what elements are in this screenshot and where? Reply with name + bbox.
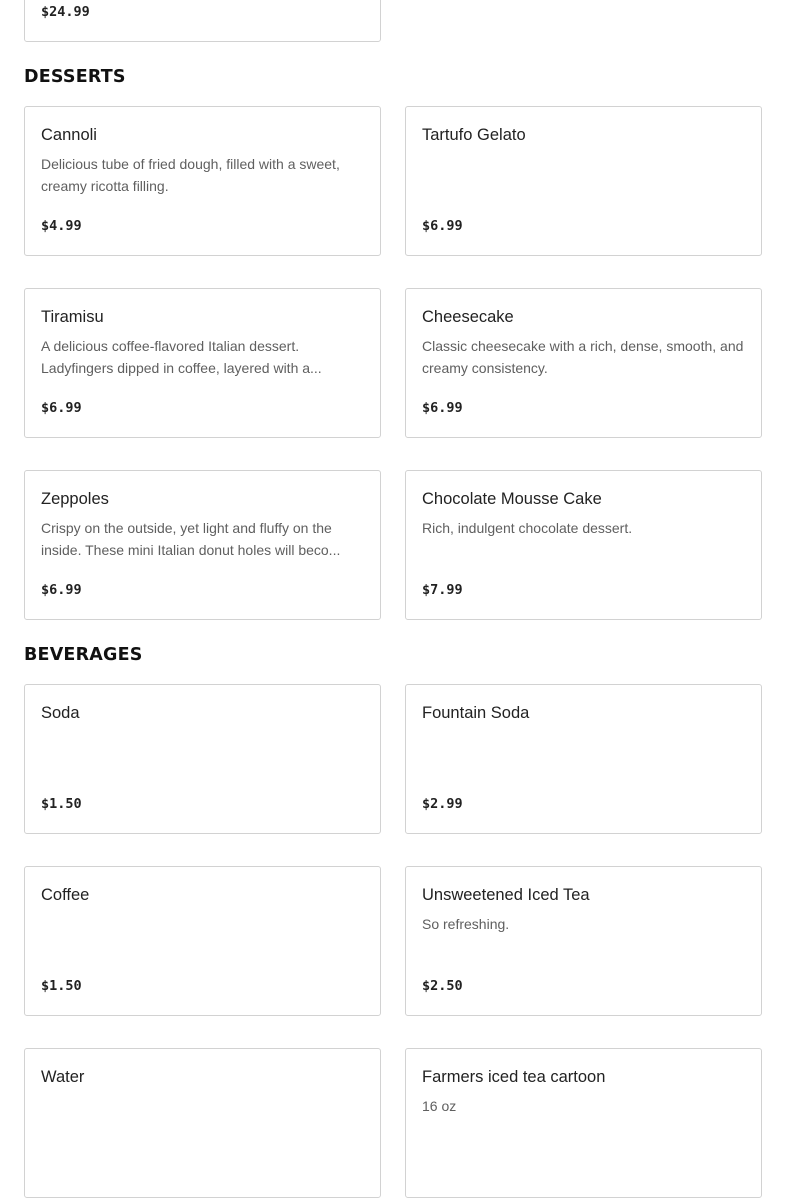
menu-item-name: Soda — [41, 704, 80, 722]
menu-item-price: $6.99 — [41, 400, 82, 416]
menu-item-description: Crispy on the outside, yet light and fluffy on the inside. These mini Italian donut holes will beco... — [41, 520, 341, 558]
menu-item-price: $1.50 — [41, 978, 82, 994]
menu-item-card-zeppoles[interactable] — [24, 470, 381, 620]
menu-item-card-coffee[interactable] — [24, 866, 381, 1016]
menu-item-name: Coffee — [41, 886, 90, 904]
section-heading-desserts: DESSERTS — [24, 67, 126, 87]
menu-item-price: $2.50 — [422, 978, 463, 994]
menu-item-description: A delicious coffee-flavored Italian dessert. Ladyfingers dipped in coffee, layered with a... — [41, 338, 322, 376]
menu-item-name: Zeppoles — [41, 490, 109, 508]
menu-item-name: Farmers iced tea cartoon — [422, 1068, 606, 1086]
menu-item-card-unsweetened-iced-tea[interactable] — [405, 866, 762, 1016]
menu-item-card-tartufo-gelato[interactable] — [405, 106, 762, 256]
menu-item-description: Classic cheesecake with a rich, dense, smooth, and creamy consistency. — [422, 338, 744, 376]
menu-item-name: Fountain Soda — [422, 704, 530, 722]
menu-item-card-water[interactable] — [24, 1048, 381, 1198]
menu-item-price: $6.99 — [422, 218, 463, 234]
menu-item-description: Delicious tube of fried dough, filled with a sweet, creamy ricotta filling. — [41, 156, 340, 194]
menu-item-name: Tartufo Gelato — [422, 126, 526, 144]
menu-item-name: Tiramisu — [41, 308, 104, 326]
menu-item-price: $7.99 — [422, 582, 463, 598]
menu-item-price: $6.99 — [422, 400, 463, 416]
menu-item-price: $6.99 — [41, 582, 82, 598]
menu-item-card-fountain-soda[interactable] — [405, 684, 762, 834]
menu-item-card-tiramisu[interactable] — [24, 288, 381, 438]
menu-item-card-cheesecake[interactable] — [405, 288, 762, 438]
menu-item-card-cannoli[interactable] — [24, 106, 381, 256]
menu-item-name: Chocolate Mousse Cake — [422, 490, 602, 508]
menu-item-price: $1.50 — [41, 796, 82, 812]
section-heading-beverages: BEVERAGES — [24, 645, 143, 665]
menu-item-name: Water — [41, 1068, 85, 1086]
menu-item-name: Unsweetened Iced Tea — [422, 886, 590, 904]
menu-item-card-soda[interactable] — [24, 684, 381, 834]
menu-item-name: Cannoli — [41, 126, 97, 144]
menu-item-card-chocolate-mousse-cake[interactable] — [405, 470, 762, 620]
menu-item-card-farmers-iced-tea-cartoon[interactable] — [405, 1048, 762, 1198]
menu-item-price: $2.99 — [422, 796, 463, 812]
menu-item-name: Cheesecake — [422, 308, 514, 326]
menu-item-description: Rich, indulgent chocolate dessert. — [422, 520, 633, 536]
menu-item-description: So refreshing. — [422, 916, 510, 932]
menu-item-card[interactable] — [24, 0, 381, 42]
menu-item-price: $4.99 — [41, 218, 82, 234]
menu-item-price: $24.99 — [41, 4, 90, 20]
menu-item-description: 16 oz — [422, 1098, 457, 1114]
